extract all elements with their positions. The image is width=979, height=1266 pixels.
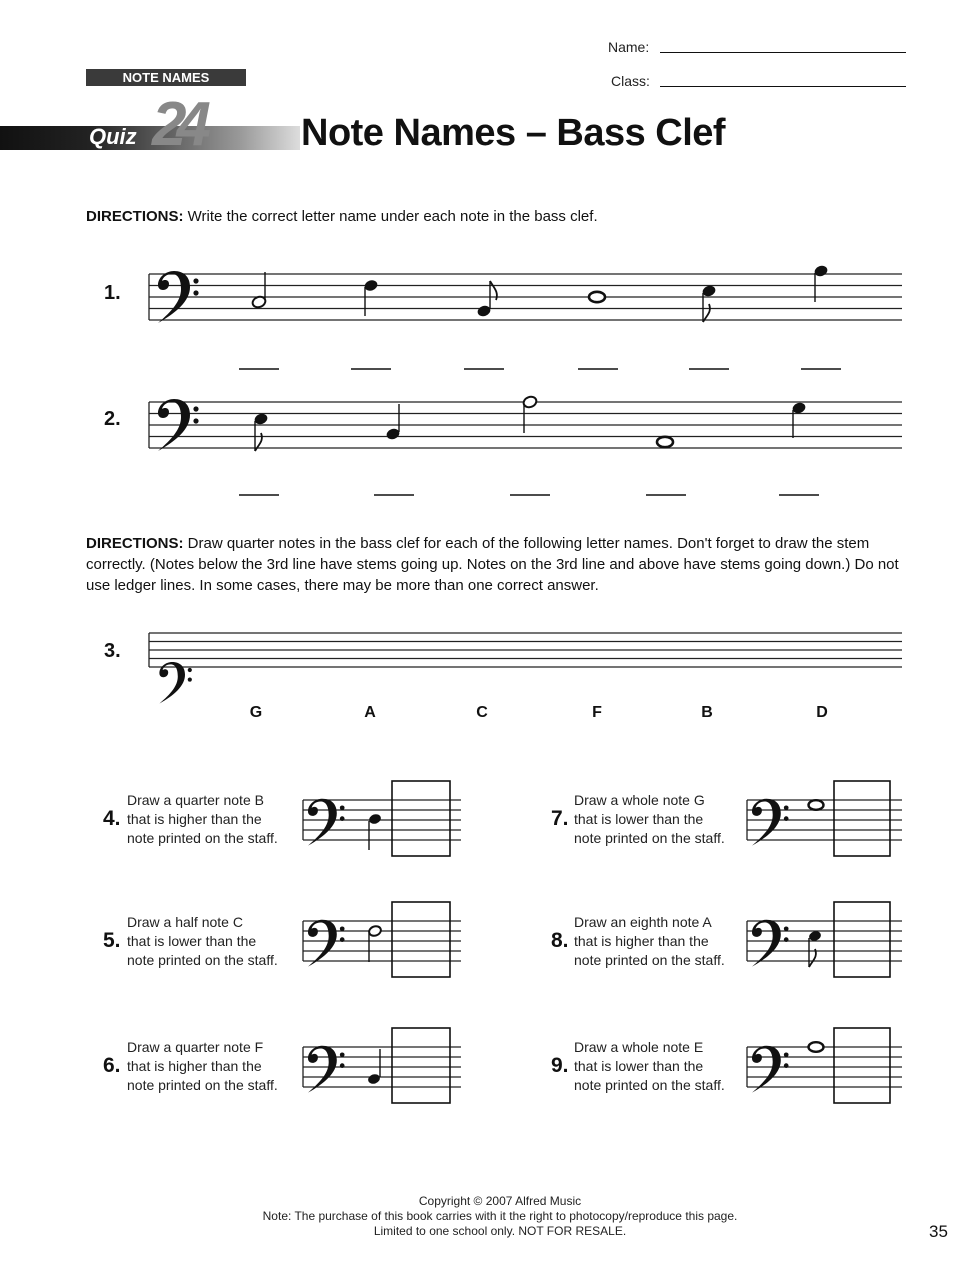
instruction-line: that is higher than the xyxy=(127,1058,262,1074)
exercise-4-number: 4. xyxy=(103,807,121,830)
exercise-8-staff xyxy=(747,921,902,961)
exercise-9-staff xyxy=(747,1047,902,1087)
instruction-line: that is lower than the xyxy=(574,811,704,827)
directions-2-text: Draw quarter notes in the bass clef for each of the following letter names. Don't forget to draw the stem correctly. (Notes below the 3rd line have stems going up. Notes on the 3rd line and above have stems going down.) Do not use ledger lines. In some cases, there may be more than one correct answer. xyxy=(86,535,899,594)
instruction-line: that is higher than the xyxy=(127,811,262,827)
note-2-2 xyxy=(385,404,401,441)
name-label: Name: xyxy=(608,39,650,55)
exercise-7-number: 7. xyxy=(551,807,569,830)
letter-label: B xyxy=(701,704,713,721)
bass-clef-icon xyxy=(308,920,345,967)
note-2-5 xyxy=(791,401,807,438)
letter-label: F xyxy=(592,704,602,721)
quiz-number: 24 xyxy=(152,90,201,159)
directions-2-label: DIRECTIONS: xyxy=(86,535,184,552)
exercise-9-instructions xyxy=(574,1038,739,1095)
instruction-line: Draw a whole note E xyxy=(574,1039,704,1055)
exercise-6-instructions xyxy=(127,1038,292,1095)
instruction-line: Draw a whole note G xyxy=(574,792,705,808)
directions-1-label: DIRECTIONS: xyxy=(86,208,184,225)
class-label: Class: xyxy=(611,73,650,89)
instruction-line: note printed on the staff. xyxy=(127,830,278,846)
letter-label: C xyxy=(476,704,488,721)
row-3-number: 3. xyxy=(104,640,121,662)
instruction-line: that is lower than the xyxy=(574,1058,704,1074)
instruction-line: note printed on the staff. xyxy=(574,830,725,846)
exercise-5-note xyxy=(368,925,382,962)
exercise-8-instructions xyxy=(574,913,739,970)
exercise-9-number: 9. xyxy=(551,1054,569,1077)
note-1-5 xyxy=(701,284,717,322)
row-2-number: 2. xyxy=(104,408,121,430)
exercise-9-answer-box[interactable] xyxy=(834,1028,890,1103)
exercise-6-staff xyxy=(303,1047,461,1087)
instruction-line: note printed on the staff. xyxy=(127,1077,278,1093)
exercise-5-number: 5. xyxy=(103,929,121,952)
exercise-6-number: 6. xyxy=(103,1054,121,1077)
page-title: Note Names – Bass Clef xyxy=(301,112,726,154)
instruction-line: note printed on the staff. xyxy=(574,952,725,968)
instruction-line: Draw a quarter note B xyxy=(127,792,264,808)
copyright-line: Copyright © 2007 Alfred Music xyxy=(418,1194,582,1208)
exercise-8-number: 8. xyxy=(551,929,569,952)
instruction-line: Draw an eighth note A xyxy=(574,914,712,930)
footer-copyright xyxy=(200,1194,800,1239)
bass-clef-icon xyxy=(159,662,191,704)
instruction-line: note printed on the staff. xyxy=(574,1077,725,1093)
exercise-6-answer-box[interactable] xyxy=(392,1028,450,1103)
exercise-9-note xyxy=(809,1042,824,1052)
instruction-line: Draw a half note C xyxy=(127,914,243,930)
exercise-4-note xyxy=(368,813,382,850)
exercise-7-note xyxy=(809,800,824,810)
exercise-4-staff xyxy=(303,800,461,840)
letter-label: G xyxy=(249,704,263,721)
license-line: Note: The purchase of this book carries with it the right to photocopy/reproduce this page. xyxy=(262,1209,738,1223)
instruction-line: that is higher than the xyxy=(574,933,709,949)
instruction-line: that is lower than the xyxy=(127,933,257,949)
exercise-8-answer-box[interactable] xyxy=(834,902,890,977)
exercise-7-instructions xyxy=(574,791,739,848)
note-2-4 xyxy=(657,437,673,447)
note-1-1 xyxy=(251,272,267,309)
letter-label: D xyxy=(816,704,828,721)
exercise-5-instructions xyxy=(127,913,292,970)
exercise-4-instructions xyxy=(127,791,292,848)
category-badge: NOTE NAMES xyxy=(86,69,246,86)
note-1-3 xyxy=(476,281,497,318)
staff-3-lines[interactable] xyxy=(149,633,902,667)
bass-clef-icon xyxy=(752,799,789,846)
note-1-4 xyxy=(589,292,605,302)
quiz-label: Quiz xyxy=(89,124,137,149)
exercise-4-answer-box[interactable] xyxy=(392,781,450,856)
instruction-line: Draw a quarter note F xyxy=(127,1039,264,1055)
exercise-5-answer-box[interactable] xyxy=(392,902,450,977)
directions-1-text: Write the correct letter name under each note in the bass clef. xyxy=(187,208,598,225)
exercise-5-staff xyxy=(303,921,461,961)
bass-clef-icon xyxy=(308,799,345,846)
letter-label: A xyxy=(364,704,376,721)
note-1-6 xyxy=(813,264,829,302)
bass-clef-icon xyxy=(308,1046,345,1093)
instruction-line: note printed on the staff. xyxy=(127,952,278,968)
bass-clef-icon xyxy=(752,920,789,967)
row-1-number: 1. xyxy=(104,282,121,304)
note-2-1 xyxy=(253,412,269,451)
exercise-7-answer-box[interactable] xyxy=(834,781,890,856)
resale-line: Limited to one school only. NOT FOR RESALE. xyxy=(373,1224,627,1238)
page-number: 35 xyxy=(929,1222,948,1241)
bass-clef-icon xyxy=(752,1046,789,1093)
directions-2 xyxy=(86,533,906,596)
